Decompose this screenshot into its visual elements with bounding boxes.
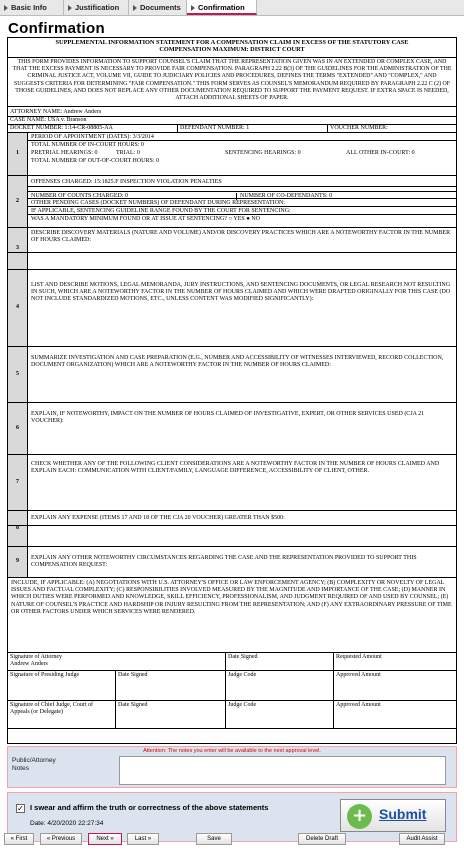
last-button[interactable]: Last » xyxy=(127,833,159,845)
next-button[interactable]: Next » xyxy=(88,833,122,845)
notes-textarea[interactable] xyxy=(119,756,446,785)
section-number: 6 xyxy=(8,403,28,454)
attorney-row xyxy=(8,109,456,117)
notes-attention: Attention: The notes you enter will be available to the next approval level. xyxy=(143,748,321,754)
form-header-line1: SUPPLEMENTAL INFORMATION STATEMENT FOR A COMPENSATION CLAIM IN EXCESS OF THE STATUTORY CASE xyxy=(55,39,409,46)
tab-arrow-icon xyxy=(191,5,195,11)
docket-row xyxy=(8,125,456,133)
audit-assist-button[interactable]: Audit Assist xyxy=(399,833,445,845)
in-court-hours: TOTAL NUMBER OF IN-COURT HOURS: 0 xyxy=(31,142,144,148)
section-8 xyxy=(8,511,456,547)
trial-hours: TRIAL: 0 xyxy=(116,150,140,156)
section-3-question: DESCRIBE DISCOVERY MATERIALS (NATURE AND VOLUME) AND/OR DISCOVERY PRACTICES WHICH ARE A NOTEWORTHY FACTOR IN THE NUMBER OF HOURS CLAIMED: xyxy=(31,230,451,244)
counts-line xyxy=(28,191,456,199)
tab-confirmation[interactable]: Confirmation xyxy=(187,0,257,15)
include-row xyxy=(8,578,456,653)
attorney-signature: Signature of Attorney Andrew Anders xyxy=(8,653,226,671)
supplemental-form xyxy=(7,37,457,744)
chief-approved-amount: Approved Amount xyxy=(334,701,456,729)
submit-label: Submit xyxy=(379,806,427,822)
yes-radio[interactable]: ○ YES xyxy=(228,216,245,222)
section-1 xyxy=(8,133,456,176)
chief-date-signed: Date Signed xyxy=(116,701,226,729)
save-button[interactable]: Save xyxy=(196,833,232,845)
out-of-court-hours: TOTAL NUMBER OF OUT-OF-COURT HOURS: 0 xyxy=(31,158,160,164)
section-5 xyxy=(8,347,456,403)
period-of-appointment: PERIOD OF APPOINTMENT (DATES): 3/3/2014 xyxy=(28,133,456,141)
other-pending-cases: OTHER PENDING CASES (DOCKET NUMBERS) OF DEFENDANT DURING REPRESENTATION: xyxy=(28,199,456,207)
section-8-question: EXPLAIN ANY EXPENSE (ITEMS 17 AND 18 OF THE CJA 20 VOUCHER) GREATER THAN $500: xyxy=(31,515,285,521)
section-number: 9 xyxy=(8,547,28,577)
section-9-question: EXPLAIN ANY OTHER NOTEWORTHY CIRCUMSTANCES REGARDING THE CASE AND THE REPRESENTATION PROVIDED TO SUPPORT THIS COMPENSATION REQUEST: xyxy=(31,555,417,569)
page-title: Confirmation xyxy=(8,20,105,37)
section-3 xyxy=(8,228,456,270)
section-number: 2 xyxy=(8,176,28,227)
no-radio[interactable]: ● NO xyxy=(246,216,261,222)
requested-amount: Requested Amount xyxy=(334,653,456,671)
tab-basic-info[interactable]: Basic Info xyxy=(0,0,64,15)
divider xyxy=(8,252,456,253)
section-number: 1 xyxy=(8,133,28,175)
defendant-number: DEFENDANT NUMBER: 1 xyxy=(178,125,328,132)
case-row xyxy=(8,117,456,125)
other-in-court: ALL OTHER IN-COURT: 0 xyxy=(346,150,415,156)
section-number: 5 xyxy=(8,347,28,402)
presiding-judge-code: Judge Code xyxy=(226,671,334,701)
attorney-name: ATTORNEY NAME: Andrew Anders xyxy=(10,109,102,115)
section-6-question: EXPLAIN, IF NOTEWORTHY, IMPACT ON THE NUMBER OF HOURS CLAIMED OF INVESTIGATIVE, EXPERT, OR OTHER SERVICES USED (CJA 21 VOUCHER): xyxy=(31,411,425,425)
presiding-approved-amount: Approved Amount xyxy=(334,671,456,701)
divider xyxy=(8,525,456,526)
signature-block xyxy=(8,653,456,744)
section-6 xyxy=(8,403,456,455)
tab-arrow-icon xyxy=(133,5,137,11)
co-defendants: NUMBER OF CO-DEFENDANTS: 0 xyxy=(236,193,332,200)
mandatory-minimum: WAS A MANDATORY MINIMUM FOUND OR AT ISSUE AT SENTENCING? ○ YES ● NO xyxy=(31,216,261,222)
previous-button[interactable]: « Previous xyxy=(40,833,82,845)
section-number: 4 xyxy=(8,270,28,346)
form-intro: THIS FORM PROVIDES INFORMATION TO SUPPORT COUNSEL'S CLAIM THAT THE REPRESENTATION GIVEN WAS IN AN EXTENDED OR COMPLEX CASE, AND THAT THE EXCESS PAYMENT IS NECESSARY TO PROVIDE FAIR COMPENSATION. PARAGRAPH 2.22 B(3) OF THE GUIDELINES FOR THE ADMINISTRATION OF THE CRIMINAL JUSTICE ACT, VOLUME VII, GUIDE TO JUDICIARY POLICIES AND PROCEDURES, DEFINES THE TERMS "EXTENDED" AND "COMPLEX," AND SUGGESTS CRITERIA FOR DETERMINING "FAIR COMPENSATION." THIS FORM SERVES AS COUNSEL'S MEMORANDUM REQUIRED BY PARAGRAPH 2.22 C (2) OF THOSE GUIDELINES, AND DOES NOT REPLACE ANY OTHER DOCUMENTATION REQUIRED TO SUPPORT THE PAYMENT REQUEST. IF EXTRA SPACE IS NEEDED, ATTACH ADDITIONAL SHEETS OF PAPER. xyxy=(8,58,456,107)
offenses-charged: OFFENSES CHARGED: 15:1825.F INSPECTION VIOLATION PENALTIES xyxy=(28,178,456,187)
section-number: 3 xyxy=(8,228,28,269)
tab-arrow-icon xyxy=(68,5,72,11)
section-7-question: CHECK WHETHER ANY OF THE FOLLOWING CLIENT CONSIDERATIONS ARE A NOTEWORTHY FACTOR IN THE NUMBER OF HOURS CLAIMED AND EXPLAIN EACH: COMMUNICATION WITH CLIENT/FAMILY, LANGUAGE DIFFERENCE, ACCESSIBILITY OF CLIENT, OTHER. xyxy=(31,461,440,475)
form-header-line2: COMPENSATION MAXIMUM: DISTRICT COURT xyxy=(159,46,305,54)
first-button[interactable]: « First xyxy=(4,833,34,845)
plus-icon: + xyxy=(347,804,372,829)
delete-draft-button[interactable]: Delete Draft xyxy=(298,833,346,845)
include-text: INCLUDE, IF APPLICABLE: (A) NEGOTIATIONS WITH U.S. ATTORNEY'S OFFICE OR LAW ENFORCEMENT AGENCY; (B) COMPLEXITY OR NOVELTY OF LEGAL ISSUES AND FACTUAL COMPLEXITY; (C) RESPONSIBILITIES INVOLVED MEASURED BY THE MAGNITUDE AND IMPORTANCE OF THE CASE; (D) MANNER IN WHICH DUTIES WERE PERFORMED AND KNOWLEDGE, SKILL EFFICIENCY, PROFESSIONALISM, AND JUDGMENT REQUIRED OF AND USED BY COUNSEL; (E) NATURE OF COUNSEL'S PRACTICE AND HARDSHIP OR INJURY RESULTING FROM THE REPRESENTATION; AND (F) ANY EXTRAORDINARY PRESSURE OF TIME OR OTHER FACTORS UNDER WHICH SERVICES WERE RENDERED. xyxy=(11,580,452,615)
section-2 xyxy=(8,176,456,228)
affirm-date: Date: 4/20/2020 22:27:34 xyxy=(30,820,104,827)
affirm-checkbox[interactable]: ✓ xyxy=(17,804,24,813)
case-name: CASE NAME: USA v. Branson xyxy=(10,117,87,123)
submit-button[interactable] xyxy=(340,799,446,832)
notes-label: Public/Attorney Notes xyxy=(12,757,56,772)
section-number: 8 xyxy=(8,511,28,546)
section-5-question: SUMMARIZE INVESTIGATION AND CASE PREPARATION (E.G., NUMBER AND ACCESSIBILITY OF WITNESSES INTERVIEWED, RECORD COLLECTION, DOCUMENT ORGANIZATION) WHICH ARE A NOTEWORTHY FACTOR IN THE NUMBER OF HOURS CLAIMED: xyxy=(31,355,444,369)
bottom-nav xyxy=(0,830,464,850)
voucher-number: VOUCHER NUMBER: xyxy=(330,125,388,131)
tab-documents[interactable]: Documents xyxy=(129,0,187,15)
attorney-date-signed: Date Signed xyxy=(226,653,334,671)
sentencing-guideline: IF APPLICABLE, SENTENCING GUIDELINE RANGE FOUND BY THE COURT FOR SENTENCING: xyxy=(28,207,456,215)
docket-number: DOCKET NUMBER: 1:14-CR-08805-AA xyxy=(8,125,178,132)
tab-justification[interactable]: Justification xyxy=(64,0,129,15)
section-number: 7 xyxy=(8,455,28,510)
presiding-judge-signature: Signature of Presiding Judge xyxy=(8,671,116,701)
attorney-signature-name: Andrew Anders xyxy=(10,661,48,667)
pretrial-hearings: PRETRIAL HEARINGS: 0 xyxy=(31,150,98,156)
presiding-date-signed: Date Signed xyxy=(116,671,226,701)
chief-judge-code: Judge Code xyxy=(226,701,334,729)
affirm-text: I swear and affirm the truth or correctness of the above statements xyxy=(30,803,269,812)
section-7 xyxy=(8,455,456,511)
tab-arrow-icon xyxy=(4,5,8,11)
chief-judge-signature: Signature of Chief Judge, Court of Appeals (or Delegate) xyxy=(8,701,116,729)
tab-bar xyxy=(0,0,464,16)
section-4 xyxy=(8,270,456,347)
form-header xyxy=(8,38,456,58)
section-4-question: LIST AND DESCRIBE MOTIONS, LEGAL MEMORANDA, JURY INSTRUCTIONS, AND SENTENCING DOCUMENTS, OR LEGAL RESEARCH NOT RESULTING IN SUCH, WHICH ARE A NOTEWORTHY FACTOR IN THE NUMBER OF HOURS CLAIMED AND WHICH WERE DRAFTED ORIGINALLY FOR THIS CASE (DO NOT INCLUDE STANDARDIZED MOTIONS, ETC., UNLESS CONTENT WAS MODIFIED SIGNIFICANTLY): xyxy=(31,282,451,303)
sentencing-hearings: SENTENCING HEARINGS: 0 xyxy=(225,150,301,156)
counts-charged: NUMBER OF COUNTS CHARGED: 0 xyxy=(31,193,129,199)
hearings-line xyxy=(28,149,456,157)
notes-panel xyxy=(7,746,457,788)
section-9 xyxy=(8,547,456,578)
